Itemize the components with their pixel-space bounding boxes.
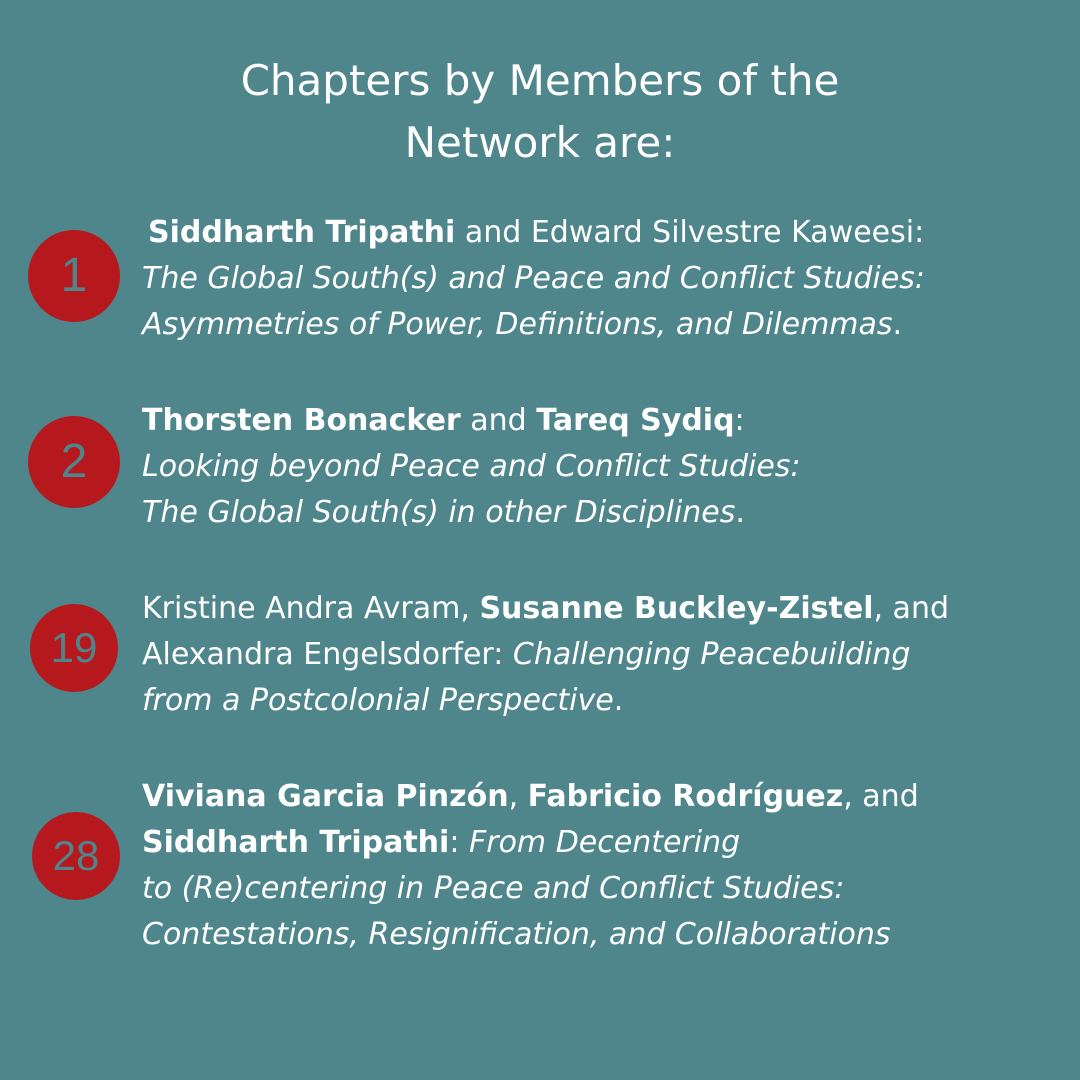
author-name-bold: Tareq Sydiq xyxy=(536,403,735,438)
chapter-title-line-1: From Decentering xyxy=(468,825,741,860)
chapter-title-line-3: Contestations, Resignification, and Collaborations xyxy=(142,917,891,952)
author-name-bold: Susanne Buckley-Zistel xyxy=(479,591,874,626)
page-title xyxy=(0,50,1080,174)
chapter-title-line-2: The Global South(s) in other Disciplines xyxy=(142,495,736,530)
author-name-bold: Siddharth Tripathi xyxy=(142,825,450,860)
author-name-bold: Thorsten Bonacker xyxy=(142,403,461,438)
chapter-title-line-1: The Global South(s) and Peace and Conflict Studies: xyxy=(142,261,925,296)
chapter-text xyxy=(148,210,1048,256)
chapter-title: The Global South(s) and Peace and Conflict Studies: Asymmetries of Power, Definitions, and Dilemmas. xyxy=(142,261,925,342)
chapter-text: Thorsten Bonacker and Tareq Sydiq: Looking beyond Peace and Conflict Studies: The Global South(s) in other Disciplines. xyxy=(142,403,801,530)
author-name-bold: Viviana Garcia Pinzón xyxy=(142,779,509,814)
chapter-title-line-2: from a Postcolonial Perspective xyxy=(142,683,614,718)
chapter-number-badge: 1 xyxy=(28,230,120,322)
chapter-number-badge: 28 xyxy=(32,812,120,900)
author-names: Kristine Andra Avram, xyxy=(142,591,480,626)
page-title-line-2: Network are: xyxy=(404,118,676,167)
chapter-number-badge: 2 xyxy=(28,416,120,508)
chapter-title-line-2: to (Re)centering in Peace and Conflict Studies: xyxy=(142,871,845,906)
author-names: Alexandra Engelsdorfer: xyxy=(142,637,513,672)
chapter-title-line-1: Looking beyond Peace and Conflict Studies: xyxy=(142,449,801,484)
page-title-line-1: Chapters by Members of the xyxy=(240,56,840,105)
chapter-number-badge: 19 xyxy=(30,604,118,692)
author-name-bold: Siddharth Tripathi xyxy=(148,215,456,250)
chapter-text: Kristine Andra Avram, Susanne Buckley-Zistel, and Alexandra Engelsdorfer: Challenging Peacebuilding from a Postcolonial Perspective. xyxy=(142,591,949,718)
chapter-title-line-1: Challenging Peacebuilding xyxy=(512,637,911,672)
author-names: and Edward Silvestre Kaweesi: xyxy=(455,215,925,250)
chapter-title-line-2: Asymmetries of Power, Definitions, and Dilemmas xyxy=(142,307,893,342)
chapter-text: Viviana Garcia Pinzón, Fabricio Rodríguez, and Siddharth Tripathi: From Decentering to (Re)centering in Peace and Conflict Studies: Contestations, Resignification, and Collaborations xyxy=(142,779,919,952)
author-name-bold: Fabricio Rodríguez xyxy=(527,779,844,814)
